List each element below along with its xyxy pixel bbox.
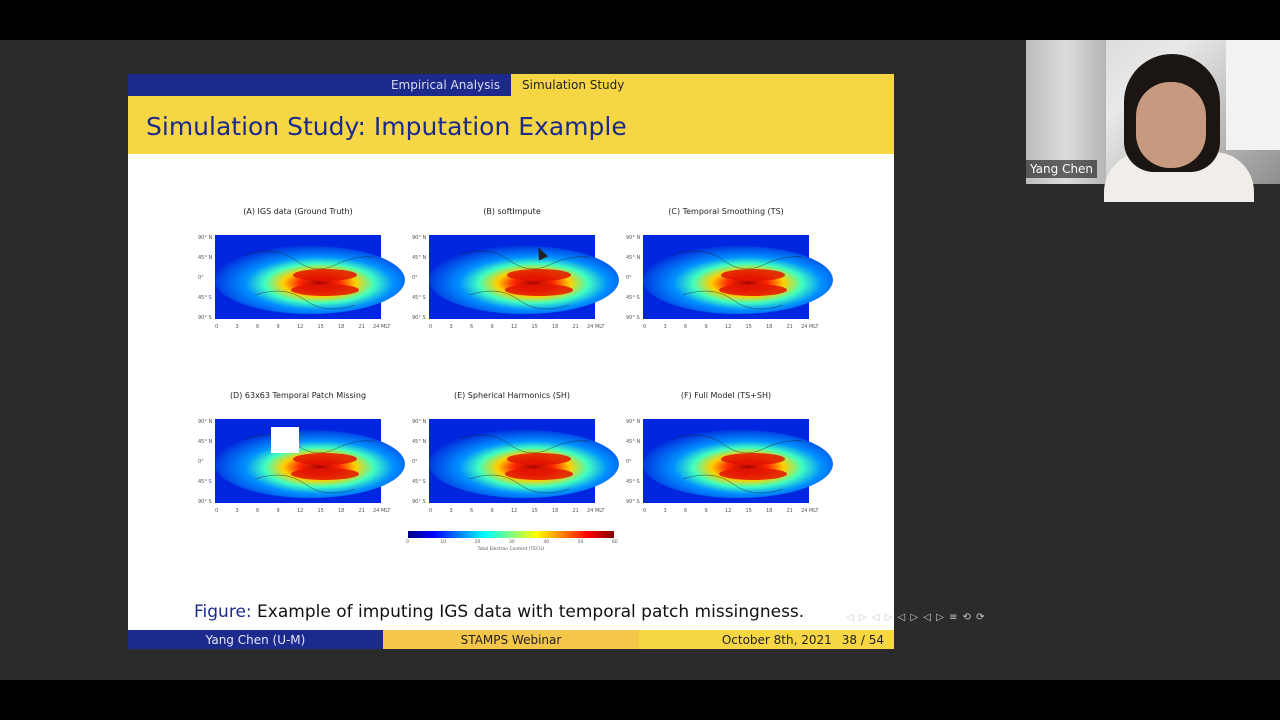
caption-text: Example of imputing IGS data with temporal patch missingness. xyxy=(257,602,805,622)
y-tick-label: 90° N xyxy=(198,235,213,241)
x-tick-label: 21 xyxy=(786,508,793,514)
x-tick-label: 12 xyxy=(725,508,732,514)
x-tick-label: 6 xyxy=(470,508,474,514)
y-tick-label: 90° S xyxy=(412,499,426,505)
tec-heatmap xyxy=(215,235,381,319)
x-tick-label: 18 xyxy=(552,324,559,330)
x-tick-label: 15 xyxy=(317,324,324,330)
y-tick-label: 90° S xyxy=(198,315,212,321)
tec-heatmap xyxy=(215,419,381,503)
x-tick-label: 3 xyxy=(449,508,453,514)
y-tick-label: 45° S xyxy=(626,479,640,485)
y-tick-label: 90° S xyxy=(626,499,640,505)
x-tick-label: 9 xyxy=(490,508,494,514)
figure-panel xyxy=(412,391,636,521)
footer-event: STAMPS Webinar xyxy=(383,630,639,649)
colorbar-tick: 50 xyxy=(577,540,584,545)
x-tick-label: 18 xyxy=(338,508,345,514)
x-tick-label: 21 xyxy=(572,324,579,330)
y-tick-label: 0° xyxy=(412,459,418,465)
colorbar-tick: 0 xyxy=(406,540,409,545)
x-tick-label: 24 MLT xyxy=(373,508,391,514)
figure-panel xyxy=(198,207,422,337)
colorbar-tick: 20 xyxy=(474,540,481,545)
x-tick-label: 12 xyxy=(297,508,304,514)
colorbar-tick: 40 xyxy=(543,540,550,545)
tec-heatmap xyxy=(643,235,809,319)
x-tick-label: 6 xyxy=(684,324,688,330)
x-tick-label: 6 xyxy=(256,324,260,330)
navbar-left xyxy=(128,74,511,96)
x-tick-label: 6 xyxy=(684,508,688,514)
video-background-window xyxy=(1226,40,1280,150)
footer-right xyxy=(639,630,894,649)
nav-section-simulation-study[interactable]: Simulation Study xyxy=(522,78,625,92)
y-tick-label: 0° xyxy=(198,459,204,465)
x-tick-label: 18 xyxy=(766,324,773,330)
figure-panel xyxy=(412,207,636,337)
x-tick-label: 18 xyxy=(338,324,345,330)
y-tick-label: 45° N xyxy=(412,439,427,445)
x-tick-label: 12 xyxy=(511,324,518,330)
x-tick-label: 18 xyxy=(552,508,559,514)
x-tick-label: 9 xyxy=(276,324,280,330)
colorbar-gradient xyxy=(408,531,614,538)
footer-date: October 8th, 2021 xyxy=(721,632,832,647)
x-tick-label: 3 xyxy=(235,508,239,514)
y-tick-label: 45° N xyxy=(198,255,213,261)
footer-author: Yang Chen (U-M) xyxy=(128,630,383,649)
tec-heatmap xyxy=(429,419,595,503)
slide-footer xyxy=(128,630,894,649)
x-tick-label: 0 xyxy=(429,508,433,514)
y-tick-label: 45° S xyxy=(198,479,212,485)
panel-title: (A) IGS data (Ground Truth) xyxy=(243,207,353,216)
y-tick-label: 0° xyxy=(626,275,632,281)
x-tick-label: 9 xyxy=(276,508,280,514)
y-tick-label: 45° S xyxy=(412,479,426,485)
x-tick-label: 15 xyxy=(745,508,752,514)
x-tick-label: 15 xyxy=(531,324,538,330)
colorbar xyxy=(406,531,616,561)
x-tick-label: 21 xyxy=(358,324,365,330)
section-navbar xyxy=(128,74,894,96)
slide-title: Simulation Study: Imputation Example xyxy=(146,112,627,141)
y-tick-label: 90° N xyxy=(412,419,427,425)
panel-title: (D) 63x63 Temporal Patch Missing xyxy=(229,391,367,400)
x-tick-label: 15 xyxy=(531,508,538,514)
x-tick-label: 3 xyxy=(449,324,453,330)
colorbar-tick: 10 xyxy=(440,540,447,545)
x-tick-label: 24 MLT xyxy=(801,508,819,514)
x-tick-label: 24 MLT xyxy=(587,508,605,514)
x-tick-label: 18 xyxy=(766,508,773,514)
y-tick-label: 45° N xyxy=(626,255,641,261)
figure-caption xyxy=(194,602,804,622)
x-tick-label: 24 MLT xyxy=(373,324,391,330)
x-tick-label: 3 xyxy=(235,324,239,330)
x-tick-label: 21 xyxy=(572,508,579,514)
nav-section-empirical-analysis[interactable]: Empirical Analysis xyxy=(390,78,500,92)
y-tick-label: 90° N xyxy=(198,419,213,425)
slide-titlebar xyxy=(128,96,894,154)
beamer-navigation-icons[interactable]: ◁ ▷ ◁ ▷ ◁ ▷ ◁ ▷ ≡ ⟲ ⟳ xyxy=(846,612,986,623)
panel-title: (E) Spherical Harmonics (SH) xyxy=(453,391,571,400)
tec-heatmap xyxy=(429,235,595,319)
x-tick-label: 24 MLT xyxy=(587,324,605,330)
y-tick-label: 90° S xyxy=(412,315,426,321)
participant-face xyxy=(1136,82,1206,168)
x-tick-label: 9 xyxy=(490,324,494,330)
x-tick-label: 21 xyxy=(786,324,793,330)
x-tick-label: 24 MLT xyxy=(801,324,819,330)
figure-panel xyxy=(626,207,850,337)
y-tick-label: 90° N xyxy=(412,235,427,241)
x-tick-label: 0 xyxy=(643,324,647,330)
x-tick-label: 12 xyxy=(511,508,518,514)
panel-title: (B) softImpute xyxy=(483,207,541,216)
x-tick-label: 0 xyxy=(429,324,433,330)
footer-page-number: 38 / 54 xyxy=(841,632,884,647)
figure-panel xyxy=(626,391,850,521)
y-tick-label: 0° xyxy=(198,275,204,281)
x-tick-label: 0 xyxy=(215,324,219,330)
colorbar-label: Total Electron Content (TECU) xyxy=(477,547,545,552)
y-tick-label: 45° N xyxy=(412,255,427,261)
participant-video-tile[interactable] xyxy=(1026,40,1280,184)
y-tick-label: 90° N xyxy=(626,419,641,425)
x-tick-label: 12 xyxy=(297,324,304,330)
y-tick-label: 45° S xyxy=(626,295,640,301)
y-tick-label: 45° S xyxy=(412,295,426,301)
x-tick-label: 21 xyxy=(358,508,365,514)
x-tick-label: 12 xyxy=(725,324,732,330)
participant-name-tag: Yang Chen xyxy=(1026,160,1097,178)
x-tick-label: 3 xyxy=(663,508,667,514)
y-tick-label: 45° N xyxy=(626,439,641,445)
y-tick-label: 45° N xyxy=(198,439,213,445)
figure-panel xyxy=(198,391,422,521)
navbar-right xyxy=(511,74,894,96)
presentation-slide xyxy=(128,74,986,649)
y-tick-label: 45° S xyxy=(198,295,212,301)
x-tick-label: 15 xyxy=(745,324,752,330)
x-tick-label: 0 xyxy=(643,508,647,514)
caption-label: Figure: xyxy=(194,602,252,622)
panel-title: (C) Temporal Smoothing (TS) xyxy=(668,207,784,216)
x-tick-label: 9 xyxy=(704,508,708,514)
y-tick-label: 90° S xyxy=(198,499,212,505)
x-tick-label: 15 xyxy=(317,508,324,514)
y-tick-label: 90° S xyxy=(626,315,640,321)
y-tick-label: 0° xyxy=(626,459,632,465)
x-tick-label: 6 xyxy=(256,508,260,514)
x-tick-label: 9 xyxy=(704,324,708,330)
panel-title: (F) Full Model (TS+SH) xyxy=(680,391,772,400)
y-tick-label: 90° N xyxy=(626,235,641,241)
colorbar-tick: 60 xyxy=(612,540,618,545)
x-tick-label: 0 xyxy=(215,508,219,514)
x-tick-label: 6 xyxy=(470,324,474,330)
colorbar-tick: 30 xyxy=(509,540,515,545)
tec-heatmap xyxy=(643,419,809,503)
y-tick-label: 0° xyxy=(412,275,418,281)
x-tick-label: 3 xyxy=(663,324,667,330)
